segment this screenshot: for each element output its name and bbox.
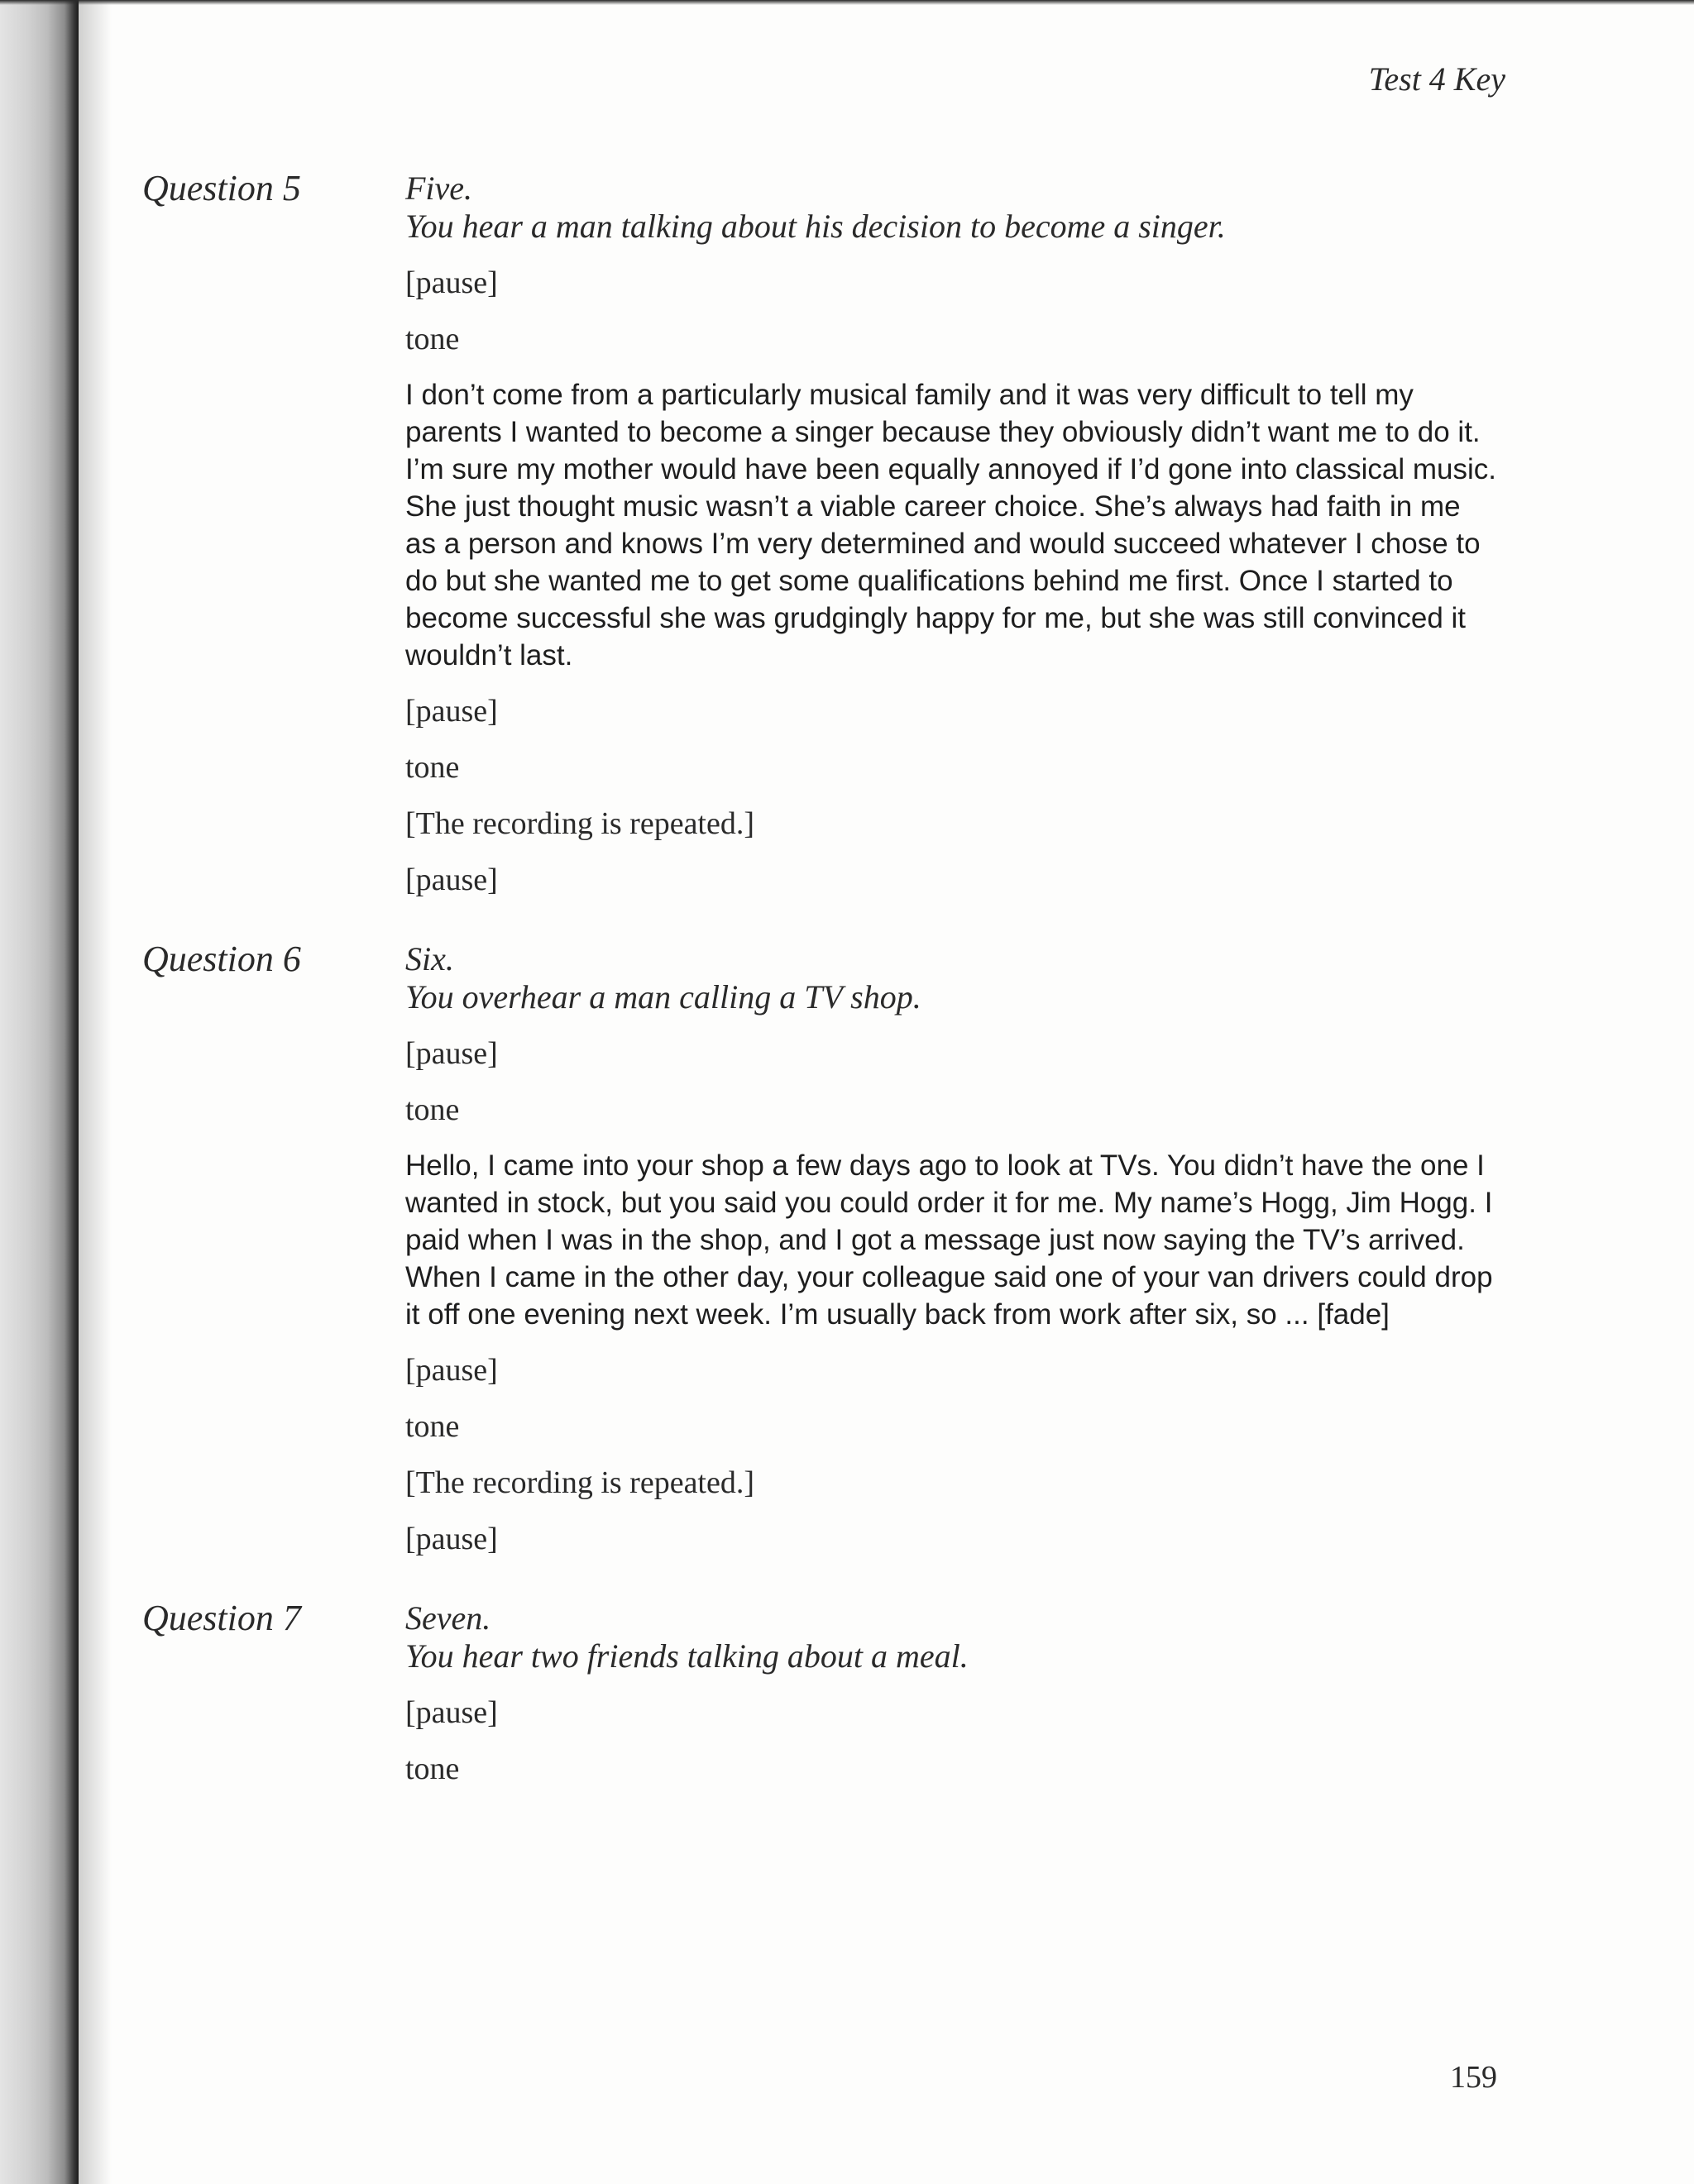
question-5-block (142, 170, 1499, 899)
question-number-word: Seven. (405, 1599, 491, 1637)
question-label: Question 7 (142, 1598, 301, 1638)
stage-direction-pause: [pause] (405, 1695, 498, 1730)
running-head: Test 4 Key (1368, 60, 1505, 98)
page-top-edge (0, 0, 1694, 5)
question-label: Question 5 (142, 168, 301, 208)
question-context: You overhear a man calling a TV shop. (405, 978, 921, 1016)
stage-direction-tone: tone (405, 750, 460, 785)
gutter-shadow (79, 0, 112, 2184)
stage-direction-repeated: [The recording is repeated.] (405, 1465, 755, 1500)
question-context: You hear a man talking about his decision to become a singer. (405, 208, 1226, 245)
stage-direction-pause: [pause] (405, 863, 498, 897)
transcript-text: I don’t come from a particularly musical family and it was very difficult to tell my parents I wanted to become a singer because they obviously didn’t want me to do it. I’m sure my mother would have been equally annoyed if I’d gone into classical music. She just thought music wasn’t a viable career choice. She’s always had faith in me as a person and knows I’m very determined and would succeed whatever I chose to do but she wanted me to get some qualifications behind me first. Once I started to become successful she was grudgingly happy for me, but she was still convinced it wouldn’t last. (405, 379, 1497, 671)
stage-direction-pause: [pause] (405, 1522, 498, 1556)
question-label: Question 6 (142, 939, 301, 979)
stage-direction-tone: tone (405, 1092, 460, 1127)
transcript-text: Hello, I came into your shop a few days ago to look at TVs. You didn’t have the one I wanted in stock, but you said you could order it for me. My name’s Hogg, Jim Hogg. I paid when I was in the shop, and I got a message just now saying the TV’s arrived. When I came in the other day, your colleague said one of your van drivers could drop it off one evening next week. I’m usually back from work after six, so ... [fade] (405, 1149, 1493, 1331)
stage-direction-pause: [pause] (405, 1036, 498, 1071)
question-context: You hear two friends talking about a meal. (405, 1637, 969, 1675)
question-6-block (142, 940, 1499, 1558)
stage-direction-pause: [pause] (405, 1353, 498, 1388)
stage-direction-tone: tone (405, 1409, 460, 1444)
question-number-word: Five. (405, 170, 473, 207)
binding-gutter (0, 0, 79, 2184)
stage-direction-repeated: [The recording is repeated.] (405, 806, 755, 841)
stage-direction-tone: tone (405, 322, 460, 356)
stage-direction-pause: [pause] (405, 265, 498, 300)
page-number: 159 (1450, 2060, 1497, 2095)
stage-direction-tone: tone (405, 1752, 460, 1786)
stage-direction-pause: [pause] (405, 694, 498, 729)
question-7-block (142, 1599, 1499, 1788)
question-number-word: Six. (405, 940, 454, 977)
page-content (142, 170, 1499, 1788)
